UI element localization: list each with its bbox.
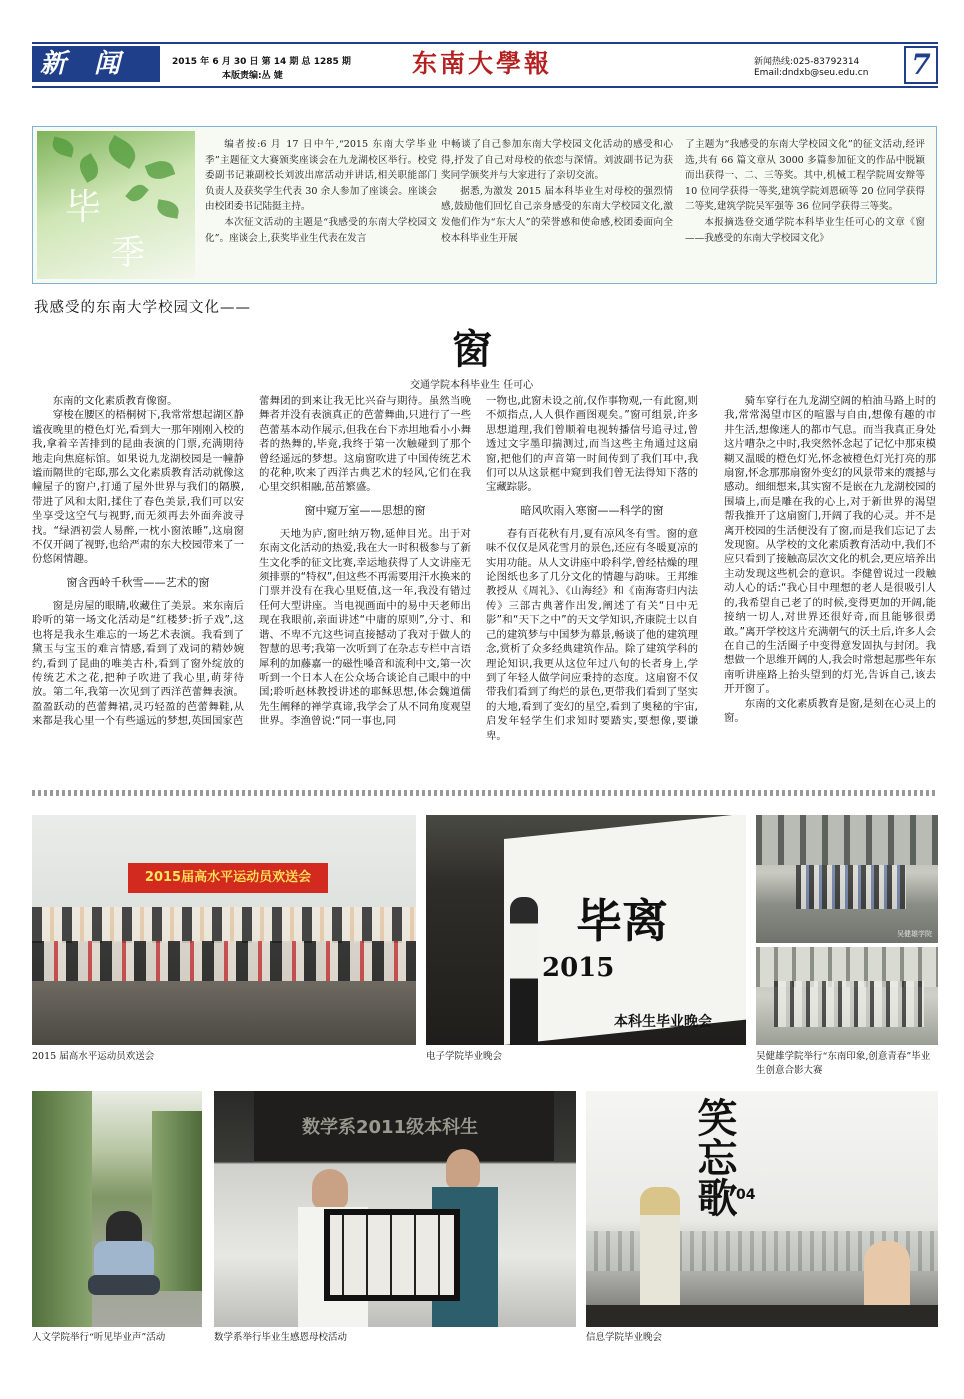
leaf-artwork [37, 131, 195, 279]
article-para: 穿梭在腰区的梧桐树下,我常常想起湖区静谧夜晚里的橙色灯光,看到大一那年刚刚入校的我,拿着辛苦排到的昆曲表演的门票,充满期待地走向焦庭标馆。如果说九龙湖校园是一幢静谧而隔世的宅邸,那么文化素质教育活动就像这幢屋子的窗户,打通了屋外世界与我们的隔膜,带进了风和太阳,揉住了春色美景,我们可以安坐享受这空气与视野,而无须再去外面奔波寻找。“绿酒初尝人易醉,一枕小窗浓睡”,这扇窗不仅开阔了视野,也给严肃的东大校园带来了一份悠闲情趣。 [32, 409, 244, 566]
article-byline: 交通学院本科毕业生 任可心 [410, 380, 534, 391]
editor-note-column-1 [205, 137, 437, 246]
article-title: 窗 [452, 326, 492, 373]
section-label: 新闻 [32, 46, 160, 82]
article-column-3 [486, 394, 698, 743]
photo-banner: 2015届高水平运动员欢送会 [128, 863, 328, 893]
art-word-1: 毕 [65, 187, 102, 228]
editor-note-para: 编者按:6 月 17 日中午,“2015 东南大学毕业季”主题征文大赛颁奖座谈会在九龙湖校区举行。校党委副书记兼副校长刘波出席活动并讲话,相关职能部门负责人及获奖学生代表 30 余人参加了座谈会。座谈会由校团委书记陆挺主持。 [205, 139, 437, 213]
photo-creative-group-1 [756, 815, 938, 943]
article-column-1 [32, 394, 244, 729]
editor-note-para: 据悉,为激发 2015 届本科毕业生对母校的强烈情感,鼓励他们回忆自己亲身感受的东南大学校园文化,激发他们作为“东大人”的荣誉感和使命感,校团委面向全校本科毕业生开展 [441, 185, 673, 244]
article-subheading: 窗含西岭千秋雪——艺术的窗 [66, 575, 210, 589]
issue-date: 2015 年 6 月 30 日 第 14 期 总 1285 期 [172, 57, 351, 67]
section-divider [32, 790, 938, 796]
page-header [32, 42, 938, 88]
photo-electronics-gala [426, 815, 746, 1045]
article-para: 蕾舞团的到来让我无比兴奋与期待。虽然当晚舞者并没有表演真正的芭蕾舞曲,只进行了一些芭蕾基本动作展示,但我在台下赤坦地看小小舞者的热舞的,毕竟,我终于第一次触碰到了那个曾经遥远的梦想。这扇窗吹进了中国传统艺术的花种,吹来了西洋古典艺术的轻风,它们在我心里交织相融,茁茁繁盛。 [259, 395, 471, 494]
photo-graduation-voice [32, 1091, 202, 1327]
editor-note-column-3 [685, 137, 925, 246]
photo-creative-group-2 [756, 947, 938, 1045]
page-number: 7 [904, 46, 938, 84]
article-series-title: 我感受的东南大学校园文化—— [34, 300, 251, 316]
board-big-text: 毕离 [576, 894, 668, 948]
editor-note-box [32, 126, 937, 284]
article-para: 东南的文化素质教育是窗,是刻在心灵上的窗。 [724, 697, 936, 724]
caption-info-gala: 信息学院毕业晚会 [586, 1332, 663, 1343]
caption-athlete-farewell: 2015 届高水平运动员欢送会 [32, 1051, 155, 1062]
caption-graduation-voice: 人文学院举行“听见毕业声”活动 [32, 1332, 166, 1343]
photo-athlete-farewell [32, 815, 416, 1045]
photo-banner: 数学系2011级本科生 [302, 1117, 479, 1138]
newspaper-masthead: 东南大學報 [412, 49, 553, 78]
news-hotline: 新闻热线:025-83792314 [754, 57, 860, 67]
article-para: 一物也,此窗未设之前,仅作事物观,一有此窗,则不烦指点,人人俱作画图观矣。”窗可组景,许多思想道理,我们曾顺着电视转播信号追寻过,曾透过文字墨印揣测过,而当这些主角通过这扇窗,把他们的声音第一时间传到了我们耳中,我们可以从这景框中窥到我们曾无法得知下落的宝藏踪影。 [486, 395, 698, 494]
article-para: 骑车穿行在九龙湖空阔的柏油马路上时的我,常常渴望市区的喧嚣与自由,想像有趣的市井生活,想像迷人的都市气息。而当我真正身处这片嘈杂之中时,我突然怀念起了记忆中那束模糊又温暖的橙色灯光,怀念被橙色灯光打亮的那扇窗,怀念那那扇窗外变幻的风景带来的震撼与感动。细细想来,其实窗不是嵌在九龙湖校园的围墙上,而是雕在我的心上,对于新世界的渴望帮我推开了这扇窗门,开阔了我的心灵。并不是离开校园的生活便没有了窗,而是我们忘记了去发现窗。从学校的文化素质教育活动中,我们不应只看到了接触高层次文化的机会,更应培养出主动发现这些机会的意识。李健曾说过一段触动人心的话:“我心目中理想的老人是很吸引人的,我希望自己老了的时候,变得更加的开阔,能接纳一切人,对世界还很好奇,而且能够很勇敢。”离开学校这片充满朝气的沃土后,许多人会在自己的生活圈子中变得意发固执与封闭。我想做一个思维开阔的人,我会时常想起那些年东南听讲座路上抬头望到的灯光,告诉自己,该去开开窗了。 [724, 395, 936, 696]
photo-watermark: 吴健雄学院 [897, 930, 932, 938]
photo-math-gratitude [214, 1091, 576, 1327]
article-para: 天地为庐,窗吐纳万物,延伸目光。出于对东南文化活动的热爱,我在大一时积极参与了新生文化季的征文比赛,幸运地获得了人文讲座无须排票的“特权”,但这些不再需要用汗水换来的门票并没有在我心里贬值,这一年,我没有错过任何大型讲座。当电视画面中的易中天老师出现在我眼前,亲面讲述“中庸的原则”,分寸、和谐、不卑不亢这些词直接撼动了我对于做人的智慧的思考;我第一次听到了在杂志专栏中言语犀利的加藤嘉一的磁性嗓音和流利中文,第一次听到一个日本人在公众场合谈论自己眼中的中国;聆听赵林教授讲述的耶稣思想,体会魏道儒先生阐释的禅学真谛,我学会了从不同角度观望世界。李渔曾说:“同一事也,同 [259, 527, 471, 728]
article-para: 东南的文化素质教育像窗。 [52, 395, 178, 407]
board-year: 2015 [542, 953, 615, 983]
article-para: 春有百花秋有月,夏有凉风冬有雪。窗的意味不仅仅是风花雪月的景色,还应有冬暖夏凉的实用功能。从人文讲座中聆科学,曾经枯燥的理论图纸也多了几分文化的情趣与韵味。王邦维教授从《周礼》、《山海经》和《南海寄归内法传》三部古典著作出发,阐述了有关“日中无影”和“天下之中”的天文学知识,齐康院士以自己的建筑梦与中国梦为幕景,畅谈了他的建筑理念,赏析了众多经典建筑作品。除了建筑学科的理论知识,我更从这位年过八旬的长者身上,学到了年轻人做学问应秉持的态度。这扇窗不仅带我们看到了绚烂的景色,更带我们看到了坚实的大地,看到了变幻的星空,看到了奥秘的宇宙,启发年轻学生们求知时要踏实,要想像,要谦卑。 [486, 527, 698, 742]
article-subheading: 暗风吹雨入寒窗——科学的窗 [520, 503, 664, 517]
stage-big-text: 笑忘歌 [691, 1097, 738, 1217]
editor-note-para: 了主题为“我感受的东南大学校园文化”的征文活动,经评选,共有 66 篇文章从 3000 多篇参加征文的作品中脱颖而出获得一、二、三等奖。其中,机械工程学院周安辩等 10 位同学获得一等奖,建筑学院刘恩硕等 20 位同学获得二等奖,建筑学院吴军强等 36 位同学获得三等奖。 [685, 139, 925, 213]
contact-email: Email:dndxb@seu.edu.cn [754, 68, 869, 78]
board-subtitle: 本科生毕业晚会 [614, 1014, 712, 1030]
photo-info-gala [586, 1091, 938, 1327]
article-column-2 [259, 394, 471, 729]
caption-electronics-gala: 电子学院毕业晚会 [426, 1051, 503, 1062]
page-editor: 本版责编:丛 婕 [222, 71, 283, 81]
article-para: 窗是房屋的眼睛,收藏住了美景。来东南后聆听的第一场文化活动是“红楼梦:折子戏”,这也将是我永生难忘的一场艺术表演。我看到了黛玉与宝玉的难言情感,看到了戏词的精妙婉约,看到了昆曲的唯美古朴,看到了窗外绽放的传统艺术之花,把种子吹进了我心里,萌芽待放。第二年,我第一次见到了西洋芭蕾舞表演。盈盈跃动的芭蕾舞裙,灵巧轻盈的芭蕾舞鞋,从来都是我心里一个有些遥远的梦想,英国国家芭 [32, 599, 244, 728]
caption-math-gratitude: 数学系举行毕业生感恩母校活动 [214, 1332, 348, 1343]
caption-creative-group: 吴健雄学院举行“东南印象,创意青春”毕业生创意合影大赛 [756, 1051, 931, 1076]
stage-number: 04 [736, 1187, 756, 1203]
editor-note-para: 中畅谈了自己参加东南大学校园文化活动的感受和心得,抒发了自己对母校的依恋与深情。刘波副书记为获奖同学颁奖并与大家进行了亲切交流。 [441, 139, 673, 182]
editor-note-para: 本次征文活动的主题是“我感受的东南大学校园文化”。座谈会上,获奖毕业生代表在发言 [205, 216, 437, 244]
art-word-2: 季 [111, 233, 145, 273]
article-column-4 [724, 394, 936, 725]
editor-note-column-2 [441, 137, 673, 246]
article-subheading: 窗中窥万室——思想的窗 [304, 503, 426, 517]
editor-note-para: 本报摘选登交通学院本科毕业生任可心的文章《窗——我感受的东南大学校园文化》 [685, 216, 925, 244]
